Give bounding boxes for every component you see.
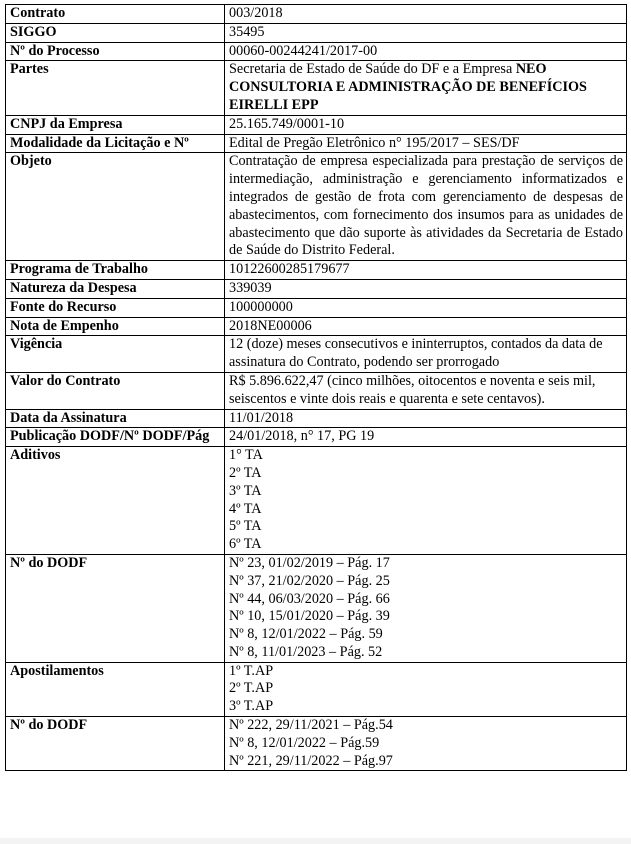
- value-publicacao: 24/01/2018, n° 17, PG 19: [225, 428, 627, 447]
- list-item: Nº 221, 29/11/2022 – Pág.97: [229, 752, 393, 769]
- list-item: Nº 37, 21/02/2020 – Pág. 25: [229, 572, 390, 589]
- label-fonte: Fonte do Recurso: [6, 298, 225, 317]
- list-item: 5º TA: [229, 518, 262, 535]
- contract-summary-table: [5, 4, 627, 771]
- value-empenho: 2018NE00006: [225, 317, 627, 336]
- list-item: Nº 222, 29/11/2021 – Pág.54: [229, 717, 393, 734]
- row-fonte: [6, 298, 627, 317]
- value-processo: 00060-00244241/2017-00: [225, 42, 627, 61]
- value-objeto: Contratação de empresa especializada para prestação de serviços de intermediação, administração e gerenciamento informatizados e integrados de gestão de frota com gerenciamento de despesas de abastecimentos, com fornecimento dos insumos para as unidades de abastecimento que dão suporte às atividades da Secretaria de Estado de Saúde do Distrito Federal.: [225, 153, 627, 261]
- row-aditivos: [6, 447, 627, 555]
- row-programa: [6, 261, 627, 280]
- value-aditivos: [225, 447, 627, 555]
- list-item: Nº 8, 12/01/2022 – Pág. 59: [229, 626, 383, 643]
- label-aditivos: Aditivos: [6, 447, 225, 555]
- value-contrato: 003/2018: [225, 5, 627, 24]
- list-item: 1° TA: [229, 447, 263, 464]
- row-valor: [6, 372, 627, 409]
- list-item: 2º T.AP: [229, 680, 274, 697]
- list-item: Nº 44, 06/03/2020 – Pág. 66: [229, 590, 390, 607]
- list-item: Nº 8, 12/01/2022 – Pág.59: [229, 734, 380, 751]
- row-natureza: [6, 279, 627, 298]
- partes-prefix: Secretaria de Estado de Saúde do DF e a Empresa: [229, 61, 516, 78]
- partes-company-name: NEO CONSULTORIA E ADMINISTRAÇÃO DE BENEFÍCIOS EIRELLI EPP: [229, 61, 587, 113]
- row-processo: [6, 42, 627, 61]
- row-cnpj: [6, 115, 627, 134]
- value-vigencia: 12 (doze) meses consecutivos e ininterruptos, contados da data de assinatura do Contrato, podendo ser prorrogado: [225, 336, 627, 373]
- value-programa: 10122600285179677: [225, 261, 627, 280]
- row-apostilamentos: [6, 662, 627, 716]
- label-publicacao: Publicação DODF/Nº DODF/Pág: [6, 428, 225, 447]
- row-partes: [6, 61, 627, 115]
- label-assinatura: Data da Assinatura: [6, 409, 225, 428]
- label-apostilamentos: Apostilamentos: [6, 662, 225, 716]
- label-dodf-apostilamentos: Nº do DODF: [6, 717, 225, 771]
- value-assinatura: 11/01/2018: [225, 409, 627, 428]
- row-dodf-apostilamentos: [6, 717, 627, 771]
- label-partes: Partes: [6, 61, 225, 115]
- row-assinatura: [6, 409, 627, 428]
- row-vigencia: [6, 336, 627, 373]
- row-empenho: [6, 317, 627, 336]
- value-modalidade: Edital de Pregão Eletrônico n° 195/2017 – SES/DF: [225, 134, 627, 153]
- value-siggo: 35495: [225, 23, 627, 42]
- label-natureza: Natureza da Despesa: [6, 279, 225, 298]
- label-processo: Nº do Processo: [6, 42, 225, 61]
- list-item: 6º TA: [229, 536, 262, 553]
- value-apostilamentos: [225, 662, 627, 716]
- label-siggo: SIGGO: [6, 23, 225, 42]
- value-natureza: 339039: [225, 279, 627, 298]
- label-programa: Programa de Trabalho: [6, 261, 225, 280]
- label-objeto: Objeto: [6, 153, 225, 261]
- label-contrato: Contrato: [6, 5, 225, 24]
- value-cnpj: 25.165.749/0001-10: [225, 115, 627, 134]
- value-partes: [225, 61, 627, 115]
- value-dodf-aditivos: [225, 554, 627, 662]
- label-valor: Valor do Contrato: [6, 372, 225, 409]
- page-bottom-edge: [0, 838, 631, 844]
- list-item: 4º TA: [229, 500, 262, 517]
- label-empenho: Nota de Empenho: [6, 317, 225, 336]
- row-objeto: [6, 153, 627, 261]
- list-item: 3º TA: [229, 482, 262, 499]
- list-item: Nº 23, 01/02/2019 – Pág. 17: [229, 554, 390, 571]
- list-item: 1º T.AP: [229, 662, 274, 679]
- list-item: Nº 8, 11/01/2023 – Pág. 52: [229, 643, 383, 660]
- row-contrato: [6, 5, 627, 24]
- value-valor: R$ 5.896.622,47 (cinco milhões, oitocentos e noventa e seis mil, seiscentos e vinte dois reais e quarenta e sete centavos).: [225, 372, 627, 409]
- value-fonte: 100000000: [225, 298, 627, 317]
- label-modalidade: Modalidade da Licitação e Nº: [6, 134, 225, 153]
- row-dodf-aditivos: [6, 554, 627, 662]
- row-siggo: [6, 23, 627, 42]
- list-item: Nº 10, 15/01/2020 – Pág. 39: [229, 608, 390, 625]
- row-modalidade: [6, 134, 627, 153]
- label-cnpj: CNPJ da Empresa: [6, 115, 225, 134]
- label-dodf-aditivos: Nº do DODF: [6, 554, 225, 662]
- label-vigencia: Vigência: [6, 336, 225, 373]
- list-item: 2º TA: [229, 464, 262, 481]
- row-publicacao: [6, 428, 627, 447]
- list-item: 3º T.AP: [229, 698, 274, 715]
- value-dodf-apostilamentos: [225, 717, 627, 771]
